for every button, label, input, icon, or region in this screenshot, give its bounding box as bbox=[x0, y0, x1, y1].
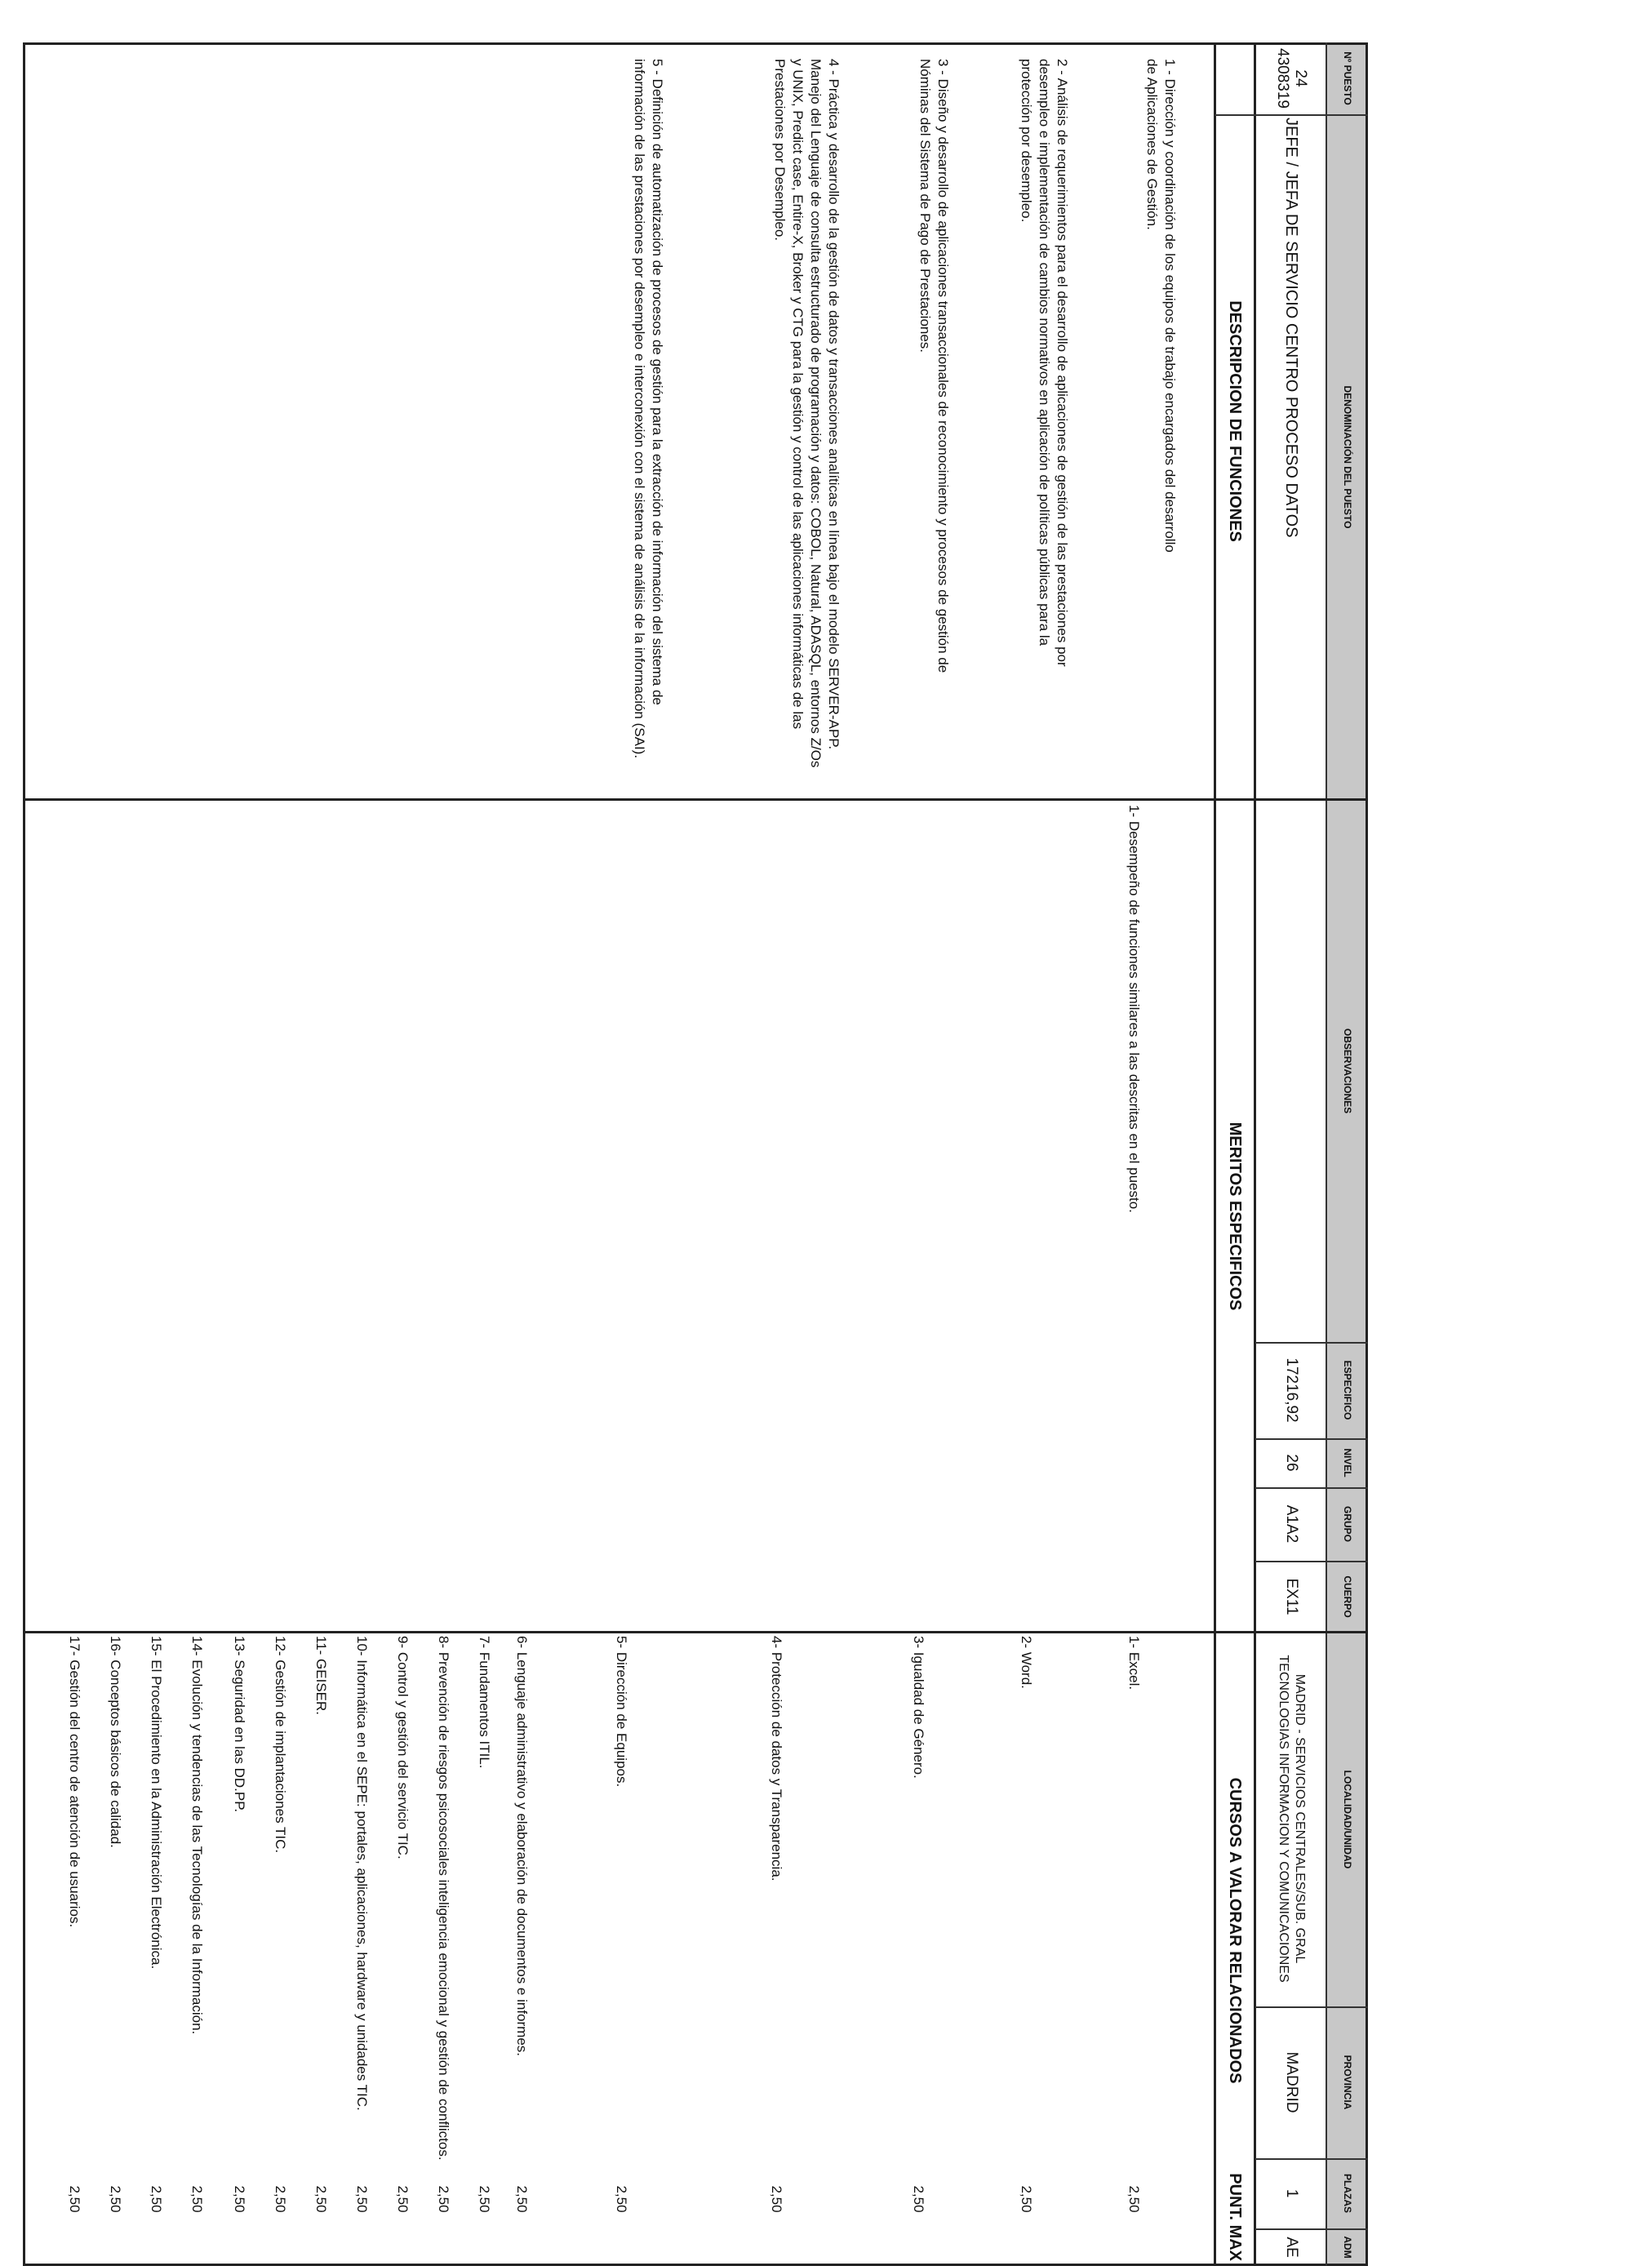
col-divider bbox=[1255, 2228, 1368, 2230]
curso-score: 2,50 bbox=[1019, 2185, 1034, 2213]
value-cuerpo: EX11 bbox=[1283, 1578, 1300, 1615]
value-denominacion: JEFE / JEFA DE SERVICIO CENTRO PROCESO DATOS bbox=[1282, 118, 1301, 538]
table-border-top bbox=[1366, 42, 1368, 2266]
curso-score: 2,50 bbox=[189, 2185, 205, 2213]
col-divider bbox=[1255, 1561, 1368, 1562]
curso-item: 11- GEISER. bbox=[313, 1636, 329, 1715]
curso-item: 2- Word. bbox=[1019, 1636, 1034, 1689]
value-provincia: MADRID bbox=[1283, 2051, 1300, 2113]
value-especifico: 17216,92 bbox=[1283, 1357, 1300, 1423]
col-divider bbox=[23, 798, 1368, 801]
curso-item: 6- Lenguaje administrativo y elaboración de documentos e informes. bbox=[514, 1636, 530, 2057]
header-plazas: PLAZAS bbox=[1327, 2158, 1368, 2228]
curso-score: 2,50 bbox=[313, 2185, 329, 2213]
curso-item: 5- Dirección de Equipos. bbox=[614, 1636, 629, 1788]
header-localidad: LOCALIDAD/UNIDAD bbox=[1327, 1633, 1368, 2006]
punt-max-title: PUNT. MAX bbox=[1226, 2173, 1245, 2261]
curso-item: 7- Fundamentos ITIL. bbox=[477, 1636, 492, 1769]
funcion-item: 4 - Práctica y desarrollo de la gestión de datos y transacciones analíticas en línea bajo el modelo SERVER-APP. Manejo del Lenguaje de consulta estructurado de programación y datos: COBOL, Natural, ADASQL, entornos Z/Os y UNIX, Predict case, Entire-X, Broker y CTG para la gestión y control de las aplicaciones informáticas de las Prestaciones por Desempleo. bbox=[772, 59, 842, 768]
curso-score: 2,50 bbox=[911, 2185, 926, 2213]
header-nivel: NIVEL bbox=[1327, 1438, 1368, 1487]
value-n-puesto-line2: 4308319 bbox=[1274, 48, 1291, 109]
curso-score: 2,50 bbox=[1126, 2185, 1142, 2213]
value-grupo: A1A2 bbox=[1283, 1504, 1300, 1544]
curso-item: 3- Igualdad de Género. bbox=[911, 1636, 926, 1779]
meritos-title: MERITOS ESPECIFICOS bbox=[1226, 1122, 1245, 1311]
curso-item: 9- Control y gestión del servicio TIC. bbox=[395, 1636, 411, 1859]
header-denominacion: DENOMINACIÓN DEL PUESTO bbox=[1327, 114, 1368, 800]
row-divider bbox=[1254, 42, 1256, 2266]
funciones-title: DESCRIPCION DE FUNCIONES bbox=[1226, 300, 1245, 542]
rotated-document bbox=[23, 42, 1368, 2266]
header-observaciones: OBSERVACIONES bbox=[1327, 800, 1368, 1342]
curso-score: 2,50 bbox=[614, 2185, 629, 2213]
curso-score: 2,50 bbox=[436, 2185, 451, 2213]
curso-score: 2,50 bbox=[149, 2185, 164, 2213]
value-n-puesto-line1: 24 bbox=[1292, 69, 1309, 87]
header-grupo: GRUPO bbox=[1327, 1487, 1368, 1561]
curso-item: 14- Evolución y tendencias de las Tecnologías de la Información. bbox=[189, 1636, 205, 2035]
header-n-puesto: Nº PUESTO bbox=[1327, 42, 1368, 114]
header-cuerpo: CUERPO bbox=[1327, 1561, 1368, 1633]
curso-score: 2,50 bbox=[514, 2185, 530, 2213]
funcion-item: 2 - Análisis de requerimientos para el desarrollo de aplicaciones de gestión de las prestaciones por desempleo e implementación de cambios normativos en aplicación de políticas públicas para la protección por desempleo. bbox=[1019, 59, 1070, 667]
curso-score: 2,50 bbox=[232, 2185, 247, 2213]
cursos-title: CURSOS A VALORAR RELACIONADOS bbox=[1226, 1777, 1245, 2084]
value-plazas: 1 bbox=[1283, 2188, 1300, 2198]
table-border-bottom bbox=[23, 42, 25, 2266]
funcion-item: 3 - Diseño y desarrollo de aplicaciones transaccionales de reconocimiento y procesos de gestión de Nóminas del Sistema de Pago de Prestaciones. bbox=[917, 59, 951, 673]
header-adm: ADM bbox=[1327, 2228, 1368, 2266]
header-provincia: PROVINCIA bbox=[1327, 2006, 1368, 2158]
curso-score: 2,50 bbox=[273, 2185, 288, 2213]
curso-score: 2,50 bbox=[477, 2185, 492, 2213]
funcion-item: 1 - Dirección y coordinación de los equipos de trabajo encargados del desarrollo de Aplicaciones de Gestión. bbox=[1144, 59, 1178, 553]
curso-item: 1- Excel. bbox=[1126, 1636, 1142, 1691]
col-divider bbox=[1255, 2006, 1368, 2008]
curso-item: 12- Gestión de implantaciones TIC. bbox=[273, 1636, 288, 1854]
header-especifico: ESPECIFICO bbox=[1327, 1342, 1368, 1438]
col-divider bbox=[1215, 114, 1368, 116]
curso-score: 2,50 bbox=[769, 2185, 784, 2213]
curso-item: 17- Gestión del centro de atención de usuarios. bbox=[67, 1636, 82, 1928]
value-adm: AE bbox=[1283, 2237, 1300, 2258]
value-observaciones bbox=[1255, 800, 1327, 1342]
curso-score: 2,50 bbox=[354, 2185, 370, 2213]
curso-item: 10- Informática en el SEPE: portales, aplicaciones, hardware y unidades TIC. bbox=[354, 1636, 370, 2111]
col-divider bbox=[1255, 2158, 1368, 2160]
curso-item: 13- Seguridad en las DD.PP. bbox=[232, 1636, 247, 1813]
curso-score: 2,50 bbox=[108, 2185, 123, 2213]
value-nivel: 26 bbox=[1283, 1454, 1300, 1472]
col-divider bbox=[1255, 1438, 1368, 1440]
col-divider bbox=[23, 1631, 1368, 1633]
section-divider bbox=[1214, 42, 1216, 2266]
curso-item: 16- Conceptos básicos de calidad. bbox=[108, 1636, 123, 1848]
header-divider bbox=[1326, 42, 1327, 2266]
curso-item: 4- Protección de datos y Transparencia. bbox=[769, 1636, 784, 1882]
curso-score: 2,50 bbox=[67, 2185, 82, 2213]
table-border-left bbox=[23, 42, 1368, 45]
col-divider bbox=[1255, 1487, 1368, 1489]
curso-item: 15- El Procedimiento en la Administración Electrónica. bbox=[149, 1636, 164, 1970]
curso-score: 2,50 bbox=[395, 2185, 411, 2213]
value-n-puesto bbox=[1255, 42, 1327, 114]
col-divider bbox=[1255, 1342, 1368, 1344]
funcion-item: 5 - Definición de automatización de procesos de gestión para la extracción de información del sistema de información de las prestaciones por desempleo e interconexión con el sistema de análisis de la información (SAI). bbox=[632, 59, 665, 759]
merito-item: 1- Desempeño de funciones similares a las descritas en el puesto. bbox=[1126, 805, 1142, 1213]
value-localidad: MADRID - SERVICIOS CENTRALES/SUB. GRAL TECNOLOGIAS INFORMACION Y COMUNICACIONES bbox=[1277, 1655, 1307, 1983]
curso-item: 8- Prevención de riesgos psicosociales inteligencia emocional y gestión de conflictos. bbox=[436, 1636, 451, 2161]
